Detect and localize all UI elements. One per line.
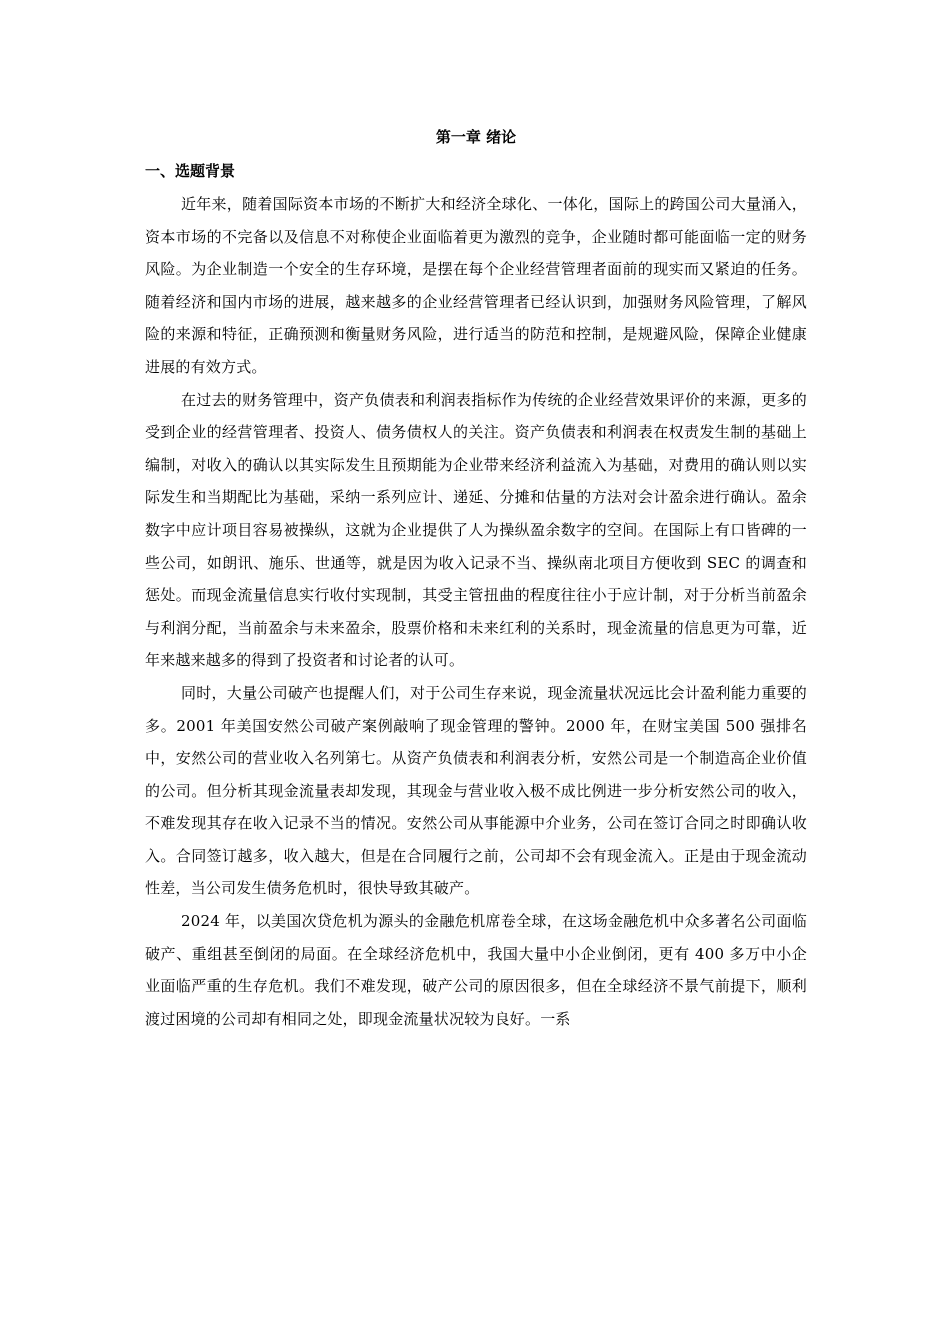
document-page [145, 122, 807, 1035]
chapter-title: 第一章 绪论 [435, 128, 517, 146]
paragraph-2: 在过去的财务管理中，资产负债表和利润表指标作为传统的企业经营效果评价的来源，更多的受到企业的经营管理者、投资人、债务债权人的关注。资产负债表和利润表在权责发生制的基础上编制，对收入的确认以其实际发生且预期能为企业带来经济利益流入为基础，对费用的确认则以实际发生和当期配比为基础，采纳一系列应计、递延、分摊和估量的方法对会计盈余进行确认。盈余数字中应计项目容易被操纵，这就为企业提供了人为操纵盈余数字的空间。在国际上有口皆碑的一些公司，如朗讯、施乐、世通等，就是因为收入记录不当、操纵南北项目方便收到 SEC 的调查和惩处。而现金流量信息实行收付实现制，其受主管扭曲的程度往往小于应计制，对于分析当前盈余与利润分配，当前盈余与未来盈余，股票价格和未来红利的关系时，现金流量的信息更为可靠，近年来越来越多的得到了投资者和讨论者的认可。 [145, 390, 807, 670]
section-heading: 一、选题背景 [145, 162, 236, 180]
paragraph-3: 同时，大量公司破产也提醒人们，对于公司生存来说，现金流量状况远比会计盈利能力重要的多。2001 年美国安然公司破产案例敲响了现金管理的警钟。2000 年，在财宝美国 500 强排名中，安然公司的营业收入名列第七。从资产负债表和利润表分析，安然公司是一个制造高企业价值的公司。但分析其现金流量表却发现，其现金与营业收入极不成比例进一步分析安然公司的收入，不难发现其存在收入记录不当的情况。安然公司从事能源中介业务，公司在签订合同之时即确认收入。合同签订越多，收入越大，但是在合同履行之前，公司却不会有现金流入。正是由于现金流动性差，当公司发生债务危机时，很快导致其破产。 [145, 683, 807, 898]
paragraph-1: 近年来，随着国际资本市场的不断扩大和经济全球化、一体化，国际上的跨国公司大量涌入，资本市场的不完备以及信息不对称使企业面临着更为激烈的竞争，企业随时都可能面临一定的财务风险。为企业制造一个安全的生存环境，是摆在每个企业经营管理者面前的现实而又紧迫的任务。随着经济和国内市场的进展，越来越多的企业经营管理者已经认识到，加强财务风险管理，了解风险的来源和特征，正确预测和衡量财务风险，进行适当的防范和控制，是规避风险，保障企业健康进展的有效方式。 [145, 195, 807, 376]
paragraph-4: 2024 年，以美国次贷危机为源头的金融危机席卷全球，在这场金融危机中众多著名公司面临破产、重组甚至倒闭的局面。在全球经济危机中，我国大量中小企业倒闭，更有 400 多万中小企业面临严重的生存危机。我们不难发现，破产公司的原因很多，但在全球经济不景气前提下，顺利渡过困境的公司却有相同之处，即现金流量状况较为良好。一系 [145, 912, 807, 1028]
